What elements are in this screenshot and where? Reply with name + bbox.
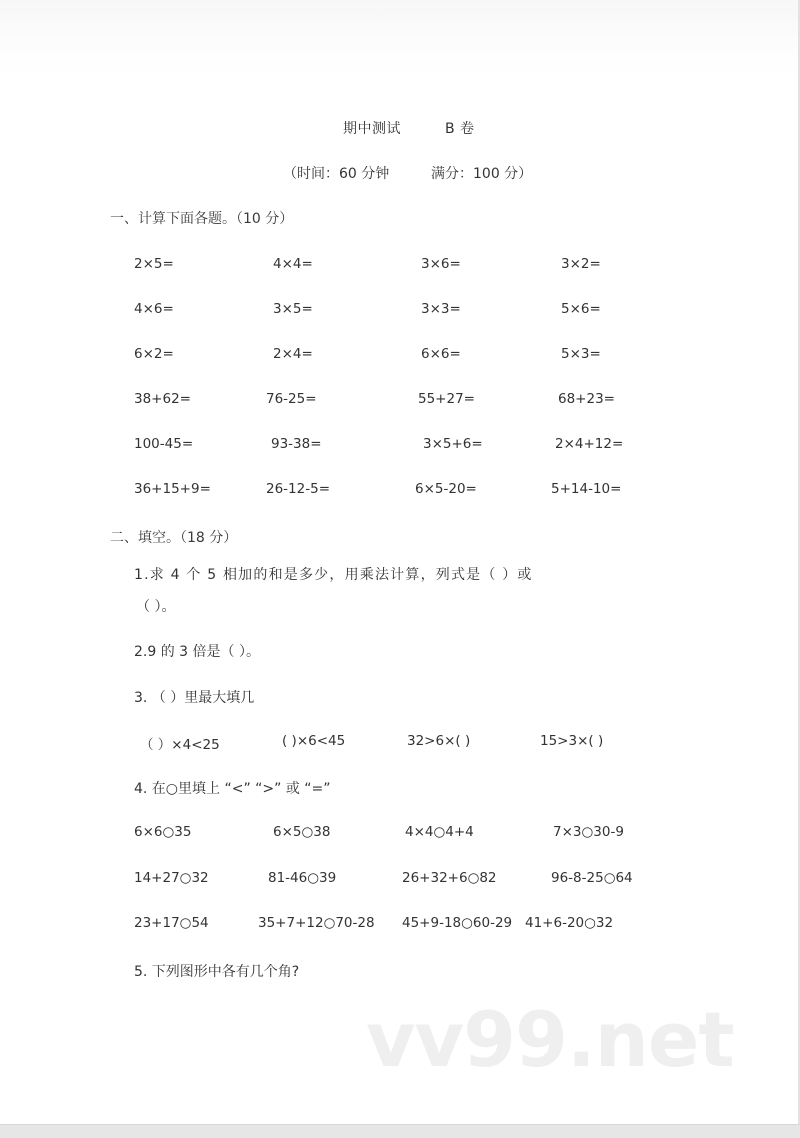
- calc-item: 6×2=: [134, 346, 174, 362]
- calc-item: 100-45=: [134, 436, 194, 452]
- exam-volume: B 卷: [445, 121, 475, 137]
- compare-item: 23+17○54: [134, 915, 209, 931]
- calc-item: 55+27=: [418, 391, 475, 407]
- calc-item: 2×5=: [134, 256, 174, 272]
- watermark: vv99.net: [366, 995, 734, 1084]
- section2-heading: 二、填空。（18 分）: [110, 530, 238, 546]
- calc-item: 6×6=: [421, 346, 461, 362]
- compare-item: 6×5○38: [273, 824, 331, 840]
- question-1-line2: （ ）。: [136, 599, 176, 615]
- compare-item: 26+32+6○82: [402, 870, 497, 886]
- calc-item: 2×4=: [273, 346, 313, 362]
- fill-item: ( )×6<45: [282, 733, 346, 749]
- compare-item: 45+9-18○60-29: [402, 915, 513, 931]
- calc-item: 5+14-10=: [551, 481, 622, 497]
- calc-item: 3×5+6=: [423, 436, 483, 452]
- calc-item: 36+15+9=: [134, 481, 211, 497]
- calc-item: 4×6=: [134, 301, 174, 317]
- calc-item: 2×4+12=: [555, 436, 624, 452]
- calc-item: 4×4=: [273, 256, 313, 272]
- calc-item: 38+62=: [134, 391, 191, 407]
- compare-item: 6×6○35: [134, 824, 192, 840]
- question-2: 2.9 的 3 倍是（ ）。: [134, 644, 260, 660]
- calc-item: 68+23=: [558, 391, 615, 407]
- calc-item: 3×2=: [561, 256, 601, 272]
- fill-item: （ ）×4<25: [140, 737, 220, 753]
- calc-item: 5×3=: [561, 346, 601, 362]
- calc-item: 93-38=: [271, 436, 322, 452]
- calc-item: 26-12-5=: [266, 481, 330, 497]
- page-bottom-edge: [0, 1124, 800, 1138]
- compare-item: 35+7+12○70-28: [258, 915, 375, 931]
- section1-heading: 一、计算下面各题。（10 分）: [110, 211, 294, 227]
- calc-item: 3×5=: [273, 301, 313, 317]
- compare-item: 96-8-25○64: [551, 870, 633, 886]
- calc-item: 76-25=: [266, 391, 317, 407]
- exam-score: 满分：100 分）: [431, 166, 533, 182]
- question-3-title: 3. （ ）里最大填几: [134, 690, 255, 706]
- fill-item: 15>3×( ): [540, 733, 604, 749]
- compare-item: 4×4○4+4: [405, 824, 474, 840]
- calc-item: 5×6=: [561, 301, 601, 317]
- exam-time: （时间：60 分钟: [283, 166, 390, 182]
- calc-item: 3×6=: [421, 256, 461, 272]
- question-4-title: 4. 在○里填上 “<” “>” 或 “=”: [134, 781, 331, 797]
- compare-item: 14+27○32: [134, 870, 209, 886]
- calc-item: 6×5-20=: [415, 481, 477, 497]
- fill-item: 32>6×( ): [407, 733, 471, 749]
- compare-item: 7×3○30-9: [553, 824, 624, 840]
- compare-item: 41+6-20○32: [525, 915, 614, 931]
- calc-item: 3×3=: [421, 301, 461, 317]
- exam-title: 期中测试: [343, 121, 401, 137]
- question-1-line1: 1.求 4 个 5 相加的和是多少，用乘法计算，列式是（ ）或: [134, 567, 533, 583]
- question-5-title: 5. 下列图形中各有几个角?: [134, 964, 300, 980]
- compare-item: 81-46○39: [268, 870, 337, 886]
